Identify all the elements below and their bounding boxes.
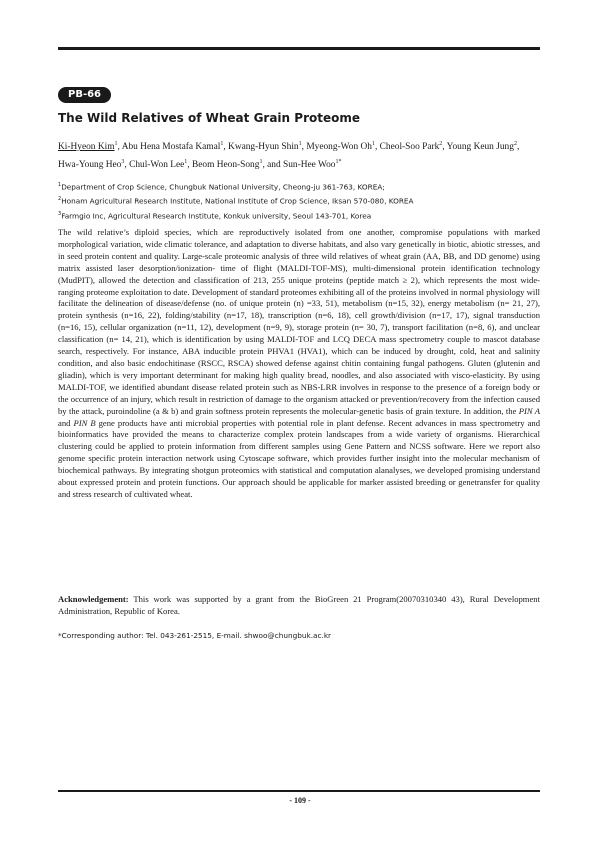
affiliation-list [58,179,540,222]
author-name: Chul-Won Lee [129,160,185,171]
affiliation-sup: 2 [58,196,62,203]
gene-name-pin-b: PIN B [73,417,96,428]
page-number: - 109 - [289,796,311,805]
acknowledgement-label: Acknowledgement: [58,594,129,604]
affiliation-line [58,208,540,222]
abstract-text-part2: gene products have anti microbial properties with potential role in plant defense. Recent advances in mass spectrometry and bioinformatics have provided the means to characterize complex protein landscapes from a wide variety of organisms. Hierarchical clustering could be applied to protein information from different samples using Gene Pattern and NCSS software. Here we report also genome specific protein interaction network using Cytoscape software, which provides further insight into the molecular mechanism of biochemical pathways. By integrating shotgun proteomics with statistical and computation alanalyses, we developed promising understand about expressed protein and protein functions. Our approach should be applicable for marker assisted breeding or genetransfer for quality and stress research of cultivated wheat. [58,417,540,499]
author-name: Hwa-Young Heo [58,160,122,171]
abstract-id-badge: PB-66 [58,87,111,103]
author-affil-sup: 1 [259,159,263,166]
author-name: Kwang-Hyun Shin [228,142,299,153]
author-affil-sup: 1 [114,141,118,147]
author-name: Abu Hena Mostafa Kamal [121,142,221,153]
affiliation-sup: 1 [58,182,62,188]
abstract-text-and: and [58,417,74,428]
top-rule [58,47,540,50]
author-affil-sup: 3 [121,159,125,166]
paper-title: The Wild Relatives of Wheat Grain Proteome [58,111,360,125]
affiliation-line [58,193,540,207]
author-name: Beom Heon-Song [191,160,260,171]
acknowledgement [58,594,540,618]
author-name: Cheol-Soo Park [379,142,440,153]
bottom-rule [58,790,540,792]
author-list: Ki-Hyeon Kim$^1$, Abu Hena Mostafa Kamal$^1$, Kwang-Hyun Shin$^1$, Myeong-Won Oh$^1$, Cheol-Soo Park$^2$, Young Keun Jung$^2$, Hwa-Young Heo$^3$, Chul-Won Lee$^1$, Beom Heon-Song$^1$, and Sun-Hee Woo$^{1*}$ [58,141,520,171]
abstract-text-part1: The wild relative’s diploid species, which are reproductively isolated from one another, compromise populations with marked morphological variation, wide climatic tolerance, and adaptation to diverse habitats, and also vary genetically in biotic, abiotic stresses, and in seed protein content and quality. Large-scale proteomic analysis of three wild relatives of wheat grain (AA, BB, and DD genome) using matrix assisted laser desorption/ionization- time of flight (MALDI-TOF-MS), multi-dimensional protein identification technology (MudPIT), allowed the detection and classification of 213, 255 unique proteins (peptide match ≥ 2), which represents the most wide-ranging proteome exploitation to date. Development of standard proteomes exhibiting all of the proteins involved in normal physiology will facilitate the delineation of disease/defense (no. of unique protein (n) =33, 51), metabolism (n=15, 32), energy metabolism (n= 21, 27), protein synthesis (n=16, 22), folding/stability (n=17, 18), transcription (n=6, 18), cell growth/division (n=17, 17), signal transduction (n=16, 15), cellular organization (n=11, 12), development (n=9, 9), storage protein (n= 30, 7), transport facilitation (n=8, 6), and unclear classification (n= 14, 21), which is identification by using MALDI-TOF and LCQ DECA mass spectrometry couple to mascot database search, respectively. For instance, ABA inducible protein PHVA1 (HVA1), which can be induced by drought, cold, heat and salinity condition, and also basic endochitinase (RSCC, RSCA) showed defense against chitin containing fungal pathogens. Gluten (glutenin and gliadin), which is very important determinant for making high quality bread, noodles, and also associated with visco-elasticity. By using MALDI-TOF, we identified abundant disease related protein such as NBS-LRR involves in response to the presence of a foreign body or the occurrence of an injury, which result in restriction of damage to the organism attacked or prevention/recovery from the infection caused by the attack, puroindoline (a & b) and grain softness protein represents the molecular-genetic basis of grain texture. In addition, the [58,227,540,416]
author-affil-sup: 1 [184,159,188,166]
author-name: Ki-Hyeon Kim [58,142,115,153]
author-name: Sun-Hee Woo [283,160,336,171]
affiliation-text: Honam Agricultural Research Institute, National Institute of Crop Science, Iksan 570-080, KOREA [61,196,414,206]
affiliation-text: Farmgio Inc, Agricultural Research Institute, Konkuk university, Seoul 143-701, Korea [61,211,372,221]
acknowledgement-text: This work was supported by a grant from the BioGreen 21 Program(20070310340 43), Rural Development Administration, Republic of Korea. [58,594,540,616]
author-affil-sup: 1* [335,159,342,166]
author-affil-sup: 1 [371,141,375,147]
affiliation-line [58,179,540,193]
author-affil-sup: 2 [439,141,443,147]
gene-name-pin-a: PIN A [518,405,540,416]
author-affil-sup: 2 [513,141,517,147]
abstract-body [58,227,540,501]
author-name: Myeong-Won Oh [306,142,372,153]
author-name: Young Keun Jung [446,142,514,153]
corresponding-author: *Corresponding author: Tel. 043-261-2515, E-mail. shwoo@chungbuk.ac.kr [58,631,332,640]
author-affil-sup: 1 [298,141,302,147]
affiliation-text: Department of Crop Science, Chungbuk National University, Cheong-ju 361-763, KOREA; [61,182,385,192]
author-affil-sup: 1 [220,141,224,147]
affiliation-sup: 3 [58,210,62,217]
